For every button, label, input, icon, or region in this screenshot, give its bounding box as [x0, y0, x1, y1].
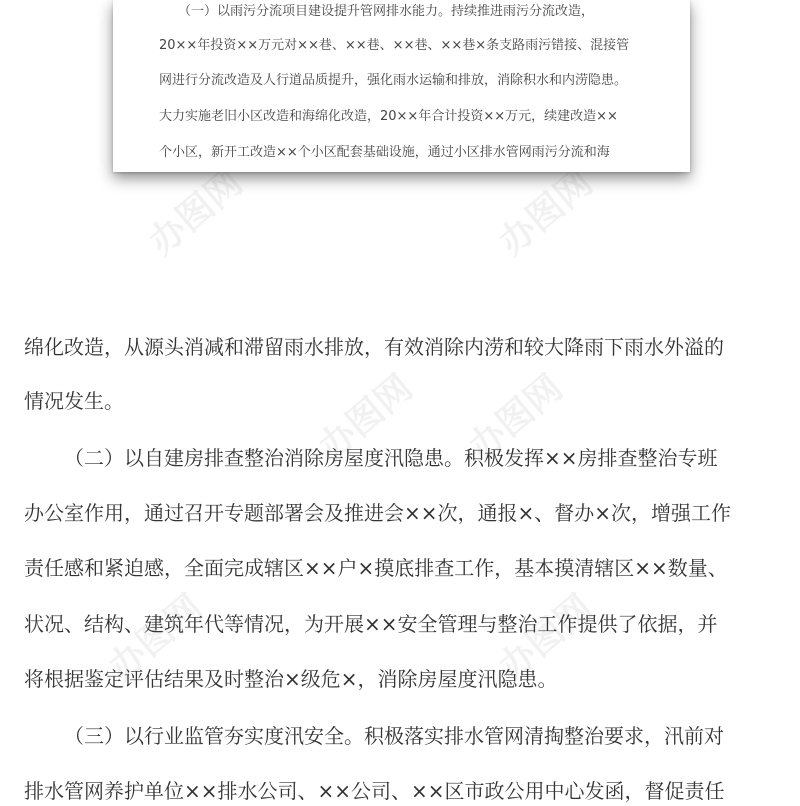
section-heading-line: （二）以自建房排查整治消除房屋度汛隐患。积极发挥××房排查整治专班 [64, 446, 718, 470]
body-text-line: 情况发生。 [24, 389, 124, 413]
preview-paragraph-line: 20××年投资××万元对××巷、××巷、××巷、××巷×条支路雨污错接、混接管 [159, 38, 630, 53]
preview-paragraph-line: （一）以雨污分流项目建设提升管网排水能力。持续推进雨污分流改造， [178, 4, 595, 19]
body-text-line: 责任感和紧迫感，全面完成辖区××户×摸底排查工作，基本摸清辖区××数量、 [24, 556, 728, 580]
section-heading-line: （三）以行业监管夯实度汛安全。积极落实排水管网清掏整治要求，汛前对 [64, 724, 724, 748]
preview-paragraph-line: 个小区，新开工改造××个小区配套基础设施，通过小区排水管网雨污分流和海 [159, 145, 610, 160]
body-text-line: 绵化改造，从源头消减和滞留雨水排放，有效消除内涝和较大降雨下雨水外溢的 [24, 335, 724, 359]
body-text-line: 将根据鉴定评估结果及时整治×级危×，消除房屋度汛隐患。 [24, 667, 558, 691]
watermark: 办图网 [141, 162, 251, 264]
watermark: 办图网 [311, 367, 421, 469]
watermark: 办图网 [461, 367, 571, 469]
watermark: 办图网 [491, 162, 601, 264]
preview-paragraph-line: 大力实施老旧小区改造和海绵化改造，20××年合计投资××万元，续建改造×× [159, 109, 618, 124]
preview-paragraph-line: 网进行分流改造及人行道品质提升，强化雨水运输和排放，消除积水和内涝隐患。 [159, 73, 628, 88]
document-preview-card [113, 0, 690, 172]
watermark: 办图网 [491, 587, 601, 689]
body-text-line: 排水管网养护单位××排水公司、××公司、××区市政公用中心发函，督促责任 [24, 779, 725, 803]
body-text-line: 办公室作用，通过召开专题部署会及推进会××次，通报×、督办×次，增强工作 [24, 501, 732, 525]
watermark: 办图网 [101, 587, 211, 689]
body-text-line: 状况、结构、建筑年代等情况，为开展××安全管理与整治工作提供了依据，并 [24, 612, 718, 636]
